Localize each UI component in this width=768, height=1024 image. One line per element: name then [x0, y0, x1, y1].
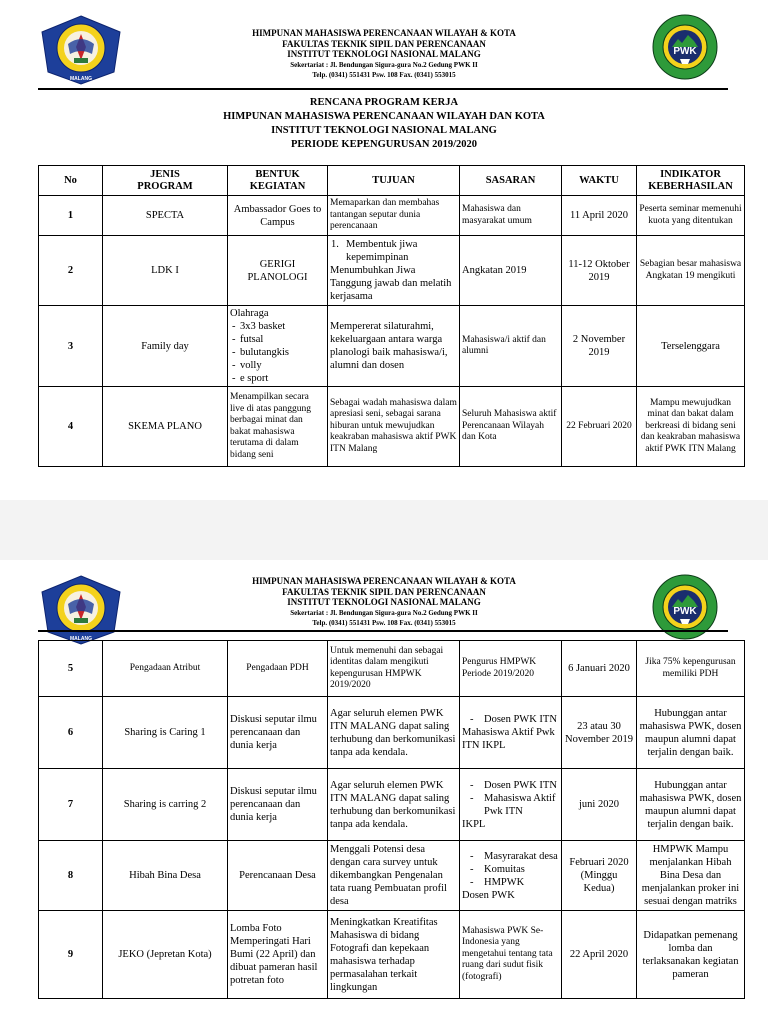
svg-text:MALANG: MALANG — [70, 636, 92, 642]
svg-text:PWK: PWK — [673, 46, 697, 57]
svg-text:PWK: PWK — [673, 606, 697, 617]
table-row: 3 Family day Olahraga - 3x3 basket - futsal - bulutangkis - volly - e sport Mempererat silaturahmi, kekeluargaan antara warga planologi baik mahasiswa/i, alumni dan dosen Mahasiswa/i aktif dan alumni 2 November 2019 Terselenggara — [39, 306, 745, 387]
table-header-row — [39, 166, 745, 196]
page-2 — [0, 560, 768, 1024]
address: Sekertariat : Jl. Bendungan Sigura-gura No.2 Gedung PWK II — [290, 60, 478, 69]
letterhead — [0, 560, 768, 650]
pwk-logo — [652, 13, 718, 81]
page-1 — [0, 0, 768, 500]
letterhead-rule — [38, 630, 728, 632]
col-waktu: WAKTU — [562, 166, 637, 196]
col-tujuan: TUJUAN — [328, 166, 460, 196]
table-row: 5 Pengadaan Atribut Pengadaan PDH Untuk memenuhi dan sebagai identitas dalam mengikuti kepengurusan HMPWK 2019/2020 Pengurus HMPWK Periode 2019/2020 6 Januari 2020 Jika 75% kepengurusan memiliki PDH — [39, 641, 745, 697]
program-table-2 — [38, 640, 745, 999]
page-separator — [0, 500, 768, 560]
phone: Telp. (0341) 551431 Psw. 108 Fax. (0341) 553015 — [312, 71, 456, 79]
table-row: 4 SKEMA PLANO Menampilkan secara live di atas panggung berbagai minat dan bakat mahasiswa terutama di dalam bidang seni Sebagai wadah mahasiswa dalam apresiasi seni, sebagai sarana hiburan untuk mewujudkan keakraban mahasiswa aktif PWK ITN Malang Seluruh Mahasiswa aktif Perencanaan Wilayah dan Kota 22 Februari 2020 Mampu mewujudkan minat dan bakat dalam berkreasi di bidang seni dan keakraban mahasiswa aktif PWK ITN Malang — [39, 387, 745, 467]
table-row: 9 JEKO (Jepretan Kota) Lomba Foto Memperingati Hari Bumi (22 April) dan dibuat pameran hasil potretan foto Meningkatkan Kreatifitas Mahasiswa di bidang Fotografi dan kepekaan mahasiswa terhadap permasalahan terkait lingkungan Mahasiswa PWK Se-Indonesia yang mengetahui tentang tata ruang dari sudut fisik (fotografi) 22 April 2020 Didapatkan pemenang lomba dan terlaksanakan kegiatan pameran — [39, 911, 745, 999]
letterhead — [0, 0, 768, 90]
table-row: 2 LDK I GERIGI PLANOLOGI 1. Membentuk jiwa kepemimpinan Menumbuhkan Jiwa Tanggung jawab dan melatih kerjasama Angkatan 2019 11-12 Oktober 2019 Sebagian besar mahasiswa Angkatan 19 mengikuti — [39, 236, 745, 306]
document-title: RENCANA PROGRAM KERJA HIMPUNAN MAHASISWA PERENCANAAN WILAYAH DAN KOTA INSTITUT TEKNOLOGI NASIONAL MALANG PERIODE KEPENGURUSAN 2019/2020 — [223, 97, 545, 150]
col-sasaran: SASARAN — [460, 166, 562, 196]
org-name: HIMPUNAN MAHASISWA PERENCANAAN WILAYAH & KOTA — [252, 28, 516, 38]
letterhead-rule — [38, 88, 728, 90]
table-row: 6 Sharing is Caring 1 Diskusi seputar ilmu perencanaan dan dunia kerja Agar seluruh elemen PWK ITN MALANG dapat saling terhubung dan berkomunikasi tanpa ada kendala. - Dosen PWK ITN Mahasiswa Aktif Pwk ITN IKPL 23 atau 30 November 2019 Hubunggan antar mahasiswa PWK, dosen maupun alumni dapat terjalin dengan baik. — [39, 697, 745, 769]
col-indikator: INDIKATOR KEBERHASILAN — [637, 166, 745, 196]
program-table-1 — [38, 165, 745, 467]
col-jenis: JENIS PROGRAM — [103, 166, 228, 196]
itn-logo — [38, 574, 124, 646]
svg-text:MALANG: MALANG — [70, 76, 92, 82]
table-row: 8 Hibah Bina Desa Perencanaan Desa Menggali Potensi desa dengan cara survey untuk dikembangkan Pengenalan tata ruang Pembuatan profil desa - Masyrarakat desa - Komuitas - HMPWK Dosen PWK Februari 2020 (Minggu Kedua) HMPWK Mampu menjalankan Hibah Bina Desa dan menjalankan proker ini sesuai dengan matriks — [39, 841, 745, 911]
col-bentuk: BENTUK KEGIATAN — [228, 166, 328, 196]
letterhead-text: HIMPUNAN MAHASISWA PERENCANAAN WILAYAH & KOTA FAKULTAS TEKNIK SIPIL DAN PERENCANAAN INSTITUT TEKNOLOGI NASIONAL MALANG Sekertariat : Jl. Bendungan Sigura-gura No.2 Gedung PWK II Telp. (0341) 551431 Psw. 108 Fax. (0341) 553015 — [252, 576, 516, 627]
letterhead-text — [150, 28, 618, 81]
table-row: 7 Sharing is carring 2 Diskusi seputar ilmu perencanaan dan dunia kerja Agar seluruh elemen PWK ITN MALANG dapat saling terhubung dan berkomunikasi tanpa ada kendala. - Dosen PWK ITN - Mahasiswa Aktif Pwk ITN IKPL juni 2020 Hubunggan antar mahasiswa PWK, dosen maupun alumni dapat terjalin dengan baik. — [39, 769, 745, 841]
itn-logo — [38, 14, 124, 86]
institute-name: INSTITUT TEKNOLOGI NASIONAL MALANG — [287, 49, 481, 59]
col-no: No — [39, 166, 103, 196]
faculty-name: FAKULTAS TEKNIK SIPIL DAN PERENCANAAN — [282, 38, 486, 49]
table-row: 1 SPECTA Ambassador Goes to Campus Memaparkan dan membahas tantangan seputar dunia perencanaan Mahasiswa dan masyarakat umum 11 April 2020 Peserta seminar memenuhi kuota yang ditentukan — [39, 196, 745, 236]
